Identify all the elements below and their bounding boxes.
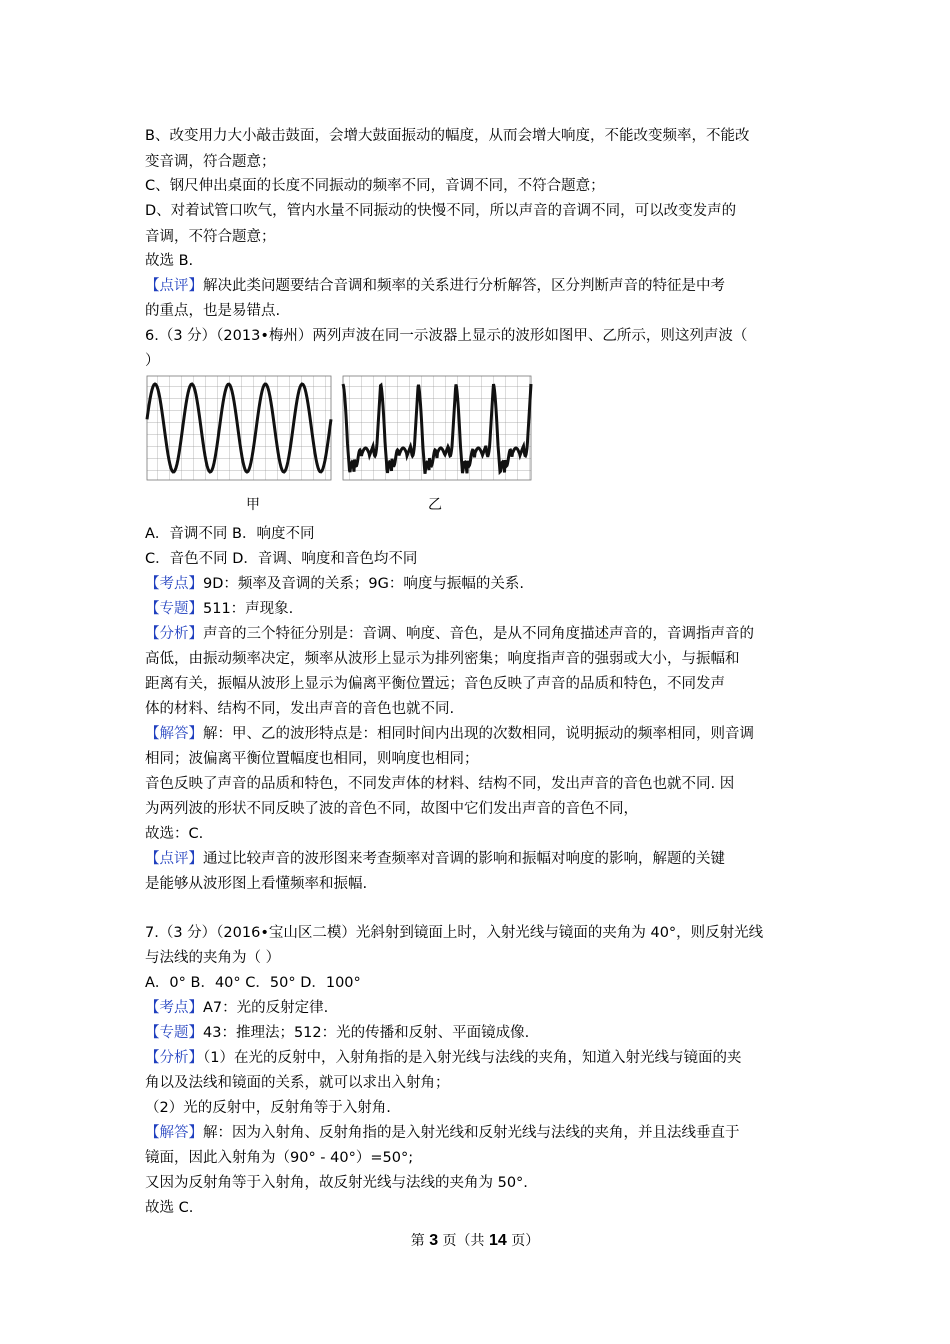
line-text: 6.（3 分）（2013•梅州）两列声波在同一示波器上显示的波形如图甲、乙所示，则这列声波（ (145, 328, 748, 344)
text-line (145, 699, 454, 719)
line-text: D、对着试管口吹气，管内水量不同振动的快慢不同，所以声音的音调不同，可以改变发声的 (145, 203, 737, 219)
text-line (145, 649, 740, 669)
footer-prefix: 第 (410, 1233, 425, 1249)
text-line (145, 674, 725, 694)
text-line (145, 849, 725, 869)
text-line (145, 1198, 193, 1218)
text-line (145, 524, 314, 544)
text-line (145, 1173, 528, 1193)
section-tag: 【专题】 (145, 601, 203, 617)
line-text: 声音的三个特征分别是：音调、响度、音色，是从不同角度描述声音的，音调指声音的 (203, 626, 754, 642)
line-text: 的重点，也是易错点. (145, 303, 281, 319)
line-text: 通过比较声音的波形图来考查频率对音调的影响和振幅对响度的影响，解题的关键 (203, 851, 725, 867)
line-text: ） (145, 353, 160, 369)
text-line (145, 624, 754, 644)
oscilloscope-waveforms (145, 374, 535, 486)
line-text: 故选 B. (145, 253, 194, 269)
text-line (145, 1098, 391, 1118)
line-text: 解：甲、乙的波形特点是：相同时间内出现的次数相同，说明振动的频率相同，则音调 (203, 726, 754, 742)
text-line (145, 276, 725, 296)
line-text: 音调，不符合题意； (145, 229, 276, 245)
line-text: 体的材料、结构不同，发出声音的音色也就不同. (145, 701, 455, 717)
text-line (145, 948, 280, 968)
line-text: 变音调，符合题意； (145, 154, 276, 170)
section-tag: 【解答】 (145, 726, 203, 742)
text-line (145, 973, 361, 993)
footer-mid: 页（共 (442, 1233, 485, 1249)
section-tag: 【考点】 (145, 1000, 203, 1016)
text-line (145, 1048, 741, 1068)
text-line (145, 176, 605, 196)
line-text: 角以及法线和镜面的关系，就可以求出入射角； (145, 1075, 450, 1091)
text-line (145, 251, 193, 271)
section-tag: 【点评】 (145, 278, 203, 294)
line-text: （2）光的反射中，反射角等于入射角. (145, 1100, 391, 1116)
line-text: 与法线的夹角为（ ） (145, 950, 281, 966)
line-text: 解：因为入射角、反射角指的是入射光线和反射光线与法线的夹角，并且法线垂直于 (203, 1125, 740, 1141)
text-line (145, 301, 280, 321)
line-text: 距离有关，振幅从波形上显示为偏离平衡位置远；音色反映了声音的品质和特色，不同发声 (145, 676, 725, 692)
text-line (145, 549, 417, 569)
text-line (145, 1023, 529, 1043)
figure-label-yi: 乙 (428, 497, 442, 513)
line-text: 为两列波的形状不同反映了波的音色不同，故图中它们发出声音的音色不同， (145, 801, 638, 817)
line-text: 故选：C. (145, 826, 204, 842)
footer-page-number: 3 (429, 1232, 439, 1249)
waveform-figure (145, 374, 535, 486)
text-line (145, 799, 638, 819)
line-text: 是能够从波形图上看懂频率和振幅. (145, 876, 368, 892)
line-text: 解决此类问题要结合音调和频率的关系进行分析解答，区分判断声音的特征是中考 (203, 278, 725, 294)
footer-total-pages: 14 (489, 1232, 507, 1249)
line-text: C、钢尺伸出桌面的长度不同振动的频率不同，音调不同，不符合题意； (145, 178, 605, 194)
line-text: 43：推理法；512：光的传播和反射、平面镜成像. (203, 1025, 530, 1041)
line-text: A．音调不同 B．响度不同 (145, 526, 315, 542)
line-text: 又因为反射角等于入射角，故反射光线与法线的夹角为 50°. (145, 1175, 528, 1191)
text-line (145, 152, 276, 172)
footer-suffix: 页） (511, 1233, 540, 1249)
text-line (145, 1073, 450, 1093)
line-text: 音色反映了声音的品质和特色，不同发声体的材料、结构不同，发出声音的音色也就不同. 因 (145, 776, 735, 792)
text-line (145, 326, 747, 346)
line-text: 9D：频率及音调的关系；9G：响度与振幅的关系. (203, 576, 524, 592)
text-line (145, 923, 763, 943)
text-line (145, 874, 367, 894)
section-tag: 【专题】 (145, 1025, 203, 1041)
text-line (145, 126, 749, 146)
line-text: 镜面，因此入射角为（90° - 40°）=50°; (145, 1150, 414, 1166)
line-text: B、改变用力大小敲击鼓面，会增大鼓面振动的幅度，从而会增大响度，不能改变频率，不能改 (145, 128, 750, 144)
line-text: （1）在光的反射中，入射角指的是入射光线与法线的夹角，知道入射光线与镜面的夹 (203, 1050, 742, 1066)
text-line (145, 724, 754, 744)
line-text: 高低，由振动频率决定，频率从波形上显示为排列密集；响度指声音的强弱或大小，与振幅和 (145, 651, 740, 667)
text-line (145, 201, 736, 221)
text-line (145, 774, 734, 794)
text-line (145, 1123, 740, 1143)
text-line (145, 998, 328, 1018)
line-text: 相同；波偏离平衡位置幅度也相同，则响度也相同； (145, 751, 479, 767)
line-text: 故选 C. (145, 1200, 194, 1216)
text-line (145, 824, 203, 844)
line-text: A．0° B．40° C．50° D．100° (145, 975, 361, 991)
page-footer (0, 1230, 950, 1250)
text-line (145, 227, 276, 247)
text-line (145, 351, 160, 371)
line-text: 511：声现象. (203, 601, 294, 617)
line-text: C．音色不同 D．音调、响度和音色均不同 (145, 551, 418, 567)
section-tag: 【点评】 (145, 851, 203, 867)
text-line (145, 1148, 413, 1168)
figure-label-jia: 甲 (246, 497, 260, 513)
line-text: A7：光的反射定律. (203, 1000, 329, 1016)
section-tag: 【分析】 (145, 1050, 203, 1066)
section-tag: 【分析】 (145, 626, 203, 642)
text-line (145, 574, 524, 594)
section-tag: 【考点】 (145, 576, 203, 592)
text-line (145, 749, 479, 769)
text-line (145, 599, 293, 619)
line-text: 7.（3 分）（2016•宝山区二模）光斜射到镜面上时，入射光线与镜面的夹角为 40°，则反射光线 (145, 925, 764, 941)
section-tag: 【解答】 (145, 1125, 203, 1141)
